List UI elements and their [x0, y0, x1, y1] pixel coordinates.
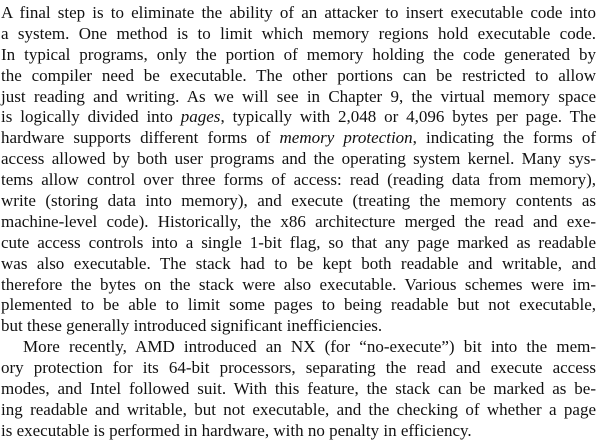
text-line [1, 254, 596, 275]
text-segment: is executable is performed in hardware, with no penalty in efficiency. [1, 420, 472, 440]
text-line [1, 212, 596, 233]
text-line [1, 87, 596, 108]
paragraph [1, 3, 596, 337]
text-segment: write (storing data into memory), and execute (treating the memory contents as [1, 191, 596, 211]
text-line [1, 400, 596, 421]
text-line [1, 3, 596, 24]
text-line [1, 66, 596, 87]
text-line [1, 379, 596, 400]
text-segment: access allowed by both user programs and the operating system kernel. Many sys- [1, 149, 596, 169]
text-segment: In typical programs, only the portion of memory holding the code generated by [1, 44, 596, 64]
text-line [1, 24, 596, 45]
text-line [1, 45, 596, 66]
text-line [1, 191, 596, 212]
text-line [1, 316, 596, 337]
text-line [1, 149, 596, 170]
text-segment: cute access controls into a single 1-bit flag, so that any page marked as readable [1, 232, 596, 252]
text-segment: was also executable. The stack had to be kept both readable and writable, and [1, 253, 596, 273]
text-line [1, 421, 596, 442]
text-segment: is logically divided into [1, 107, 181, 127]
text-segment: the compiler need be executable. The other portions can be restricted to allow [1, 65, 596, 85]
text-segment: therefore the bytes on the stack were also executable. Various schemes were im- [1, 274, 596, 294]
text-line [1, 275, 596, 296]
text-line [1, 358, 596, 379]
text-segment: tems allow control over three forms of access: read (reading data from memory), [1, 170, 596, 190]
text-segment: plemented to be able to limit some pages to being readable but not executable, [1, 295, 596, 315]
text-line [1, 170, 596, 191]
text-line [1, 337, 596, 358]
text-segment: just reading and writing. As we will see in Chapter 9, the virtual memory space [1, 86, 596, 106]
text-segment: ing readable and writable, but not executable, and the checking of whether a page [1, 399, 596, 419]
text-segment: , typically with 2,048 or 4,096 bytes per page. The [220, 107, 596, 127]
text-segment: modes, and Intel followed suit. With this feature, the stack can be marked as be- [1, 379, 596, 399]
italic-term: pages [180, 107, 221, 127]
text-segment: but these generally introduced significant inefficiencies. [1, 316, 383, 336]
text-line [1, 233, 596, 254]
text-segment: machine-level code). Historically, the x86 architecture merged the read and exe- [1, 211, 596, 231]
text-segment: A final step is to eliminate the ability of an attacker to insert executable code into [1, 3, 596, 22]
italic-term: memory protection [279, 128, 413, 148]
text-segment: ory protection for its 64-bit processors, separating the read and execute access [1, 358, 596, 378]
paragraph [1, 337, 596, 441]
text-segment: , indicating the forms of [412, 128, 597, 148]
text-line [1, 295, 596, 316]
text-segment: More recently, AMD introduced an NX (for “no-execute”) bit into the mem- [23, 337, 596, 357]
text-segment: a system. One method is to limit which memory regions hold executable code. [1, 23, 596, 43]
text-line [1, 107, 596, 128]
text-line [1, 128, 596, 149]
text-segment: hardware supports different forms of [1, 128, 280, 148]
